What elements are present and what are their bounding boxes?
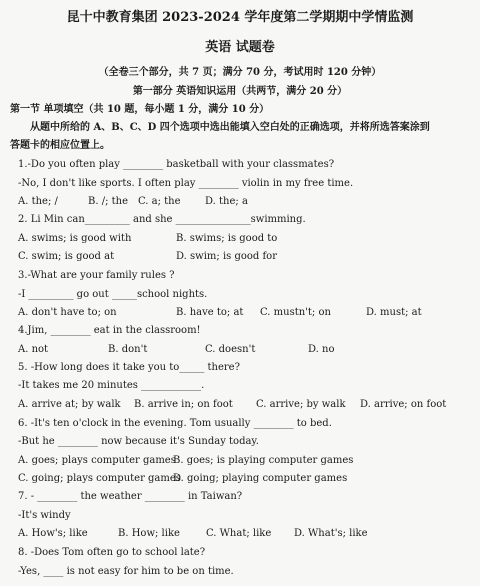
exam-subtitle: 英语 试题卷 <box>205 40 275 55</box>
question-3-option-a[interactable]: A. don't have to; on <box>18 307 117 318</box>
question-3-option-d[interactable]: D. must; at <box>366 307 422 318</box>
question-5-option-c[interactable]: C. arrive; by walk <box>256 399 346 410</box>
question-6-option-a[interactable]: A. goes; plays computer games <box>18 455 176 466</box>
question-3-option-c[interactable]: C. mustn't; on <box>260 307 331 318</box>
question-2-option-d[interactable]: D. swim; is good for <box>176 251 277 262</box>
question-4-option-c[interactable]: C. doesn't <box>205 344 256 355</box>
question-8-stem: 8. -Does Tom often go to school late? <box>18 547 206 558</box>
instruction-line-1: 从题中所给的 A、B、C、D 四个选项中选出能填入空白处的正确选项，并将所选答案涂到 <box>30 122 430 133</box>
question-2-option-b[interactable]: B. swims; is good to <box>176 233 278 244</box>
question-6-stem-2: -But he ________ now because it's Sunday today. <box>18 436 259 447</box>
question-7-option-a[interactable]: A. How's; like <box>18 528 88 539</box>
question-6-stem: 6. -It's ten o'clock in the evening. Tom usually ________ to bed. <box>18 418 332 429</box>
question-5-option-d[interactable]: D. arrive; on foot <box>360 399 447 410</box>
question-7-option-b[interactable]: B. How; like <box>118 528 180 539</box>
question-4-option-d[interactable]: D. no <box>308 344 335 355</box>
question-3-stem-2: -I _________ go out _____school nights. <box>18 289 208 300</box>
question-7-option-c[interactable]: C. What; like <box>206 528 272 539</box>
question-1-option-d[interactable]: D. the; a <box>205 196 248 207</box>
question-6-option-b[interactable]: B. goes; is playing computer games <box>173 455 354 466</box>
exam-notice: （全卷三个部分，共 7 页；满分 70 分，考试用时 120 分钟） <box>98 67 382 78</box>
question-2-option-c[interactable]: C. swim; is good at <box>18 251 115 262</box>
question-1-option-a[interactable]: A. the; / <box>18 196 58 207</box>
question-4-option-a[interactable]: A. not <box>18 344 49 355</box>
question-2-stem: 2. Li Min can_________ and she _______________swimming. <box>18 214 306 225</box>
question-1-stem: 1.-Do you often play ________ basketball with your classmates? <box>18 159 335 170</box>
question-5-stem: 5. -How long does it take you to_____ there? <box>18 362 240 373</box>
question-7-stem-2: -It's windy <box>18 510 71 521</box>
question-6-option-c[interactable]: C. going; plays computer games <box>18 473 181 484</box>
question-7-stem: 7. - ________ the weather ________ in Taiwan? <box>18 491 243 502</box>
question-6-option-d[interactable]: D. going; playing computer games <box>173 473 348 484</box>
question-7-option-d[interactable]: D. What's; like <box>294 528 368 539</box>
question-8-stem-2: -Yes, ____ is not easy for him to be on time. <box>18 566 234 577</box>
section-heading: 第一节 单项填空（共 10 题，每小题 1 分，满分 10 分） <box>10 104 270 115</box>
question-2-option-a[interactable]: A. swims; is good with <box>18 233 132 244</box>
question-5-stem-2: -It takes me 20 minutes ____________. <box>18 380 205 391</box>
question-5-option-a[interactable]: A. arrive at; by walk <box>18 399 121 410</box>
part-heading: 第一部分 英语知识运用（共两节，满分 20 分） <box>132 86 348 97</box>
question-3-stem: 3.-What are your family rules ? <box>18 270 175 281</box>
question-1-option-b[interactable]: B. /; the <box>88 196 128 207</box>
question-1-stem-2: -No, I don't like sports. I often play ________ violin in my free time. <box>18 178 354 189</box>
exam-title: 昆十中教育集团 2023-2024 学年度第二学期期中学情监测 <box>66 10 414 25</box>
question-4-option-b[interactable]: B. don't <box>108 344 148 355</box>
question-4-stem: 4.Jim, ________ eat in the classroom! <box>18 325 201 336</box>
question-3-option-b[interactable]: B. have to; at <box>176 307 244 318</box>
question-5-option-b[interactable]: B. arrive in; on foot <box>134 399 233 410</box>
question-1-option-c[interactable]: C. a; the <box>138 196 181 207</box>
instruction-line-2: 答题卡的相应位置上。 <box>10 140 110 151</box>
